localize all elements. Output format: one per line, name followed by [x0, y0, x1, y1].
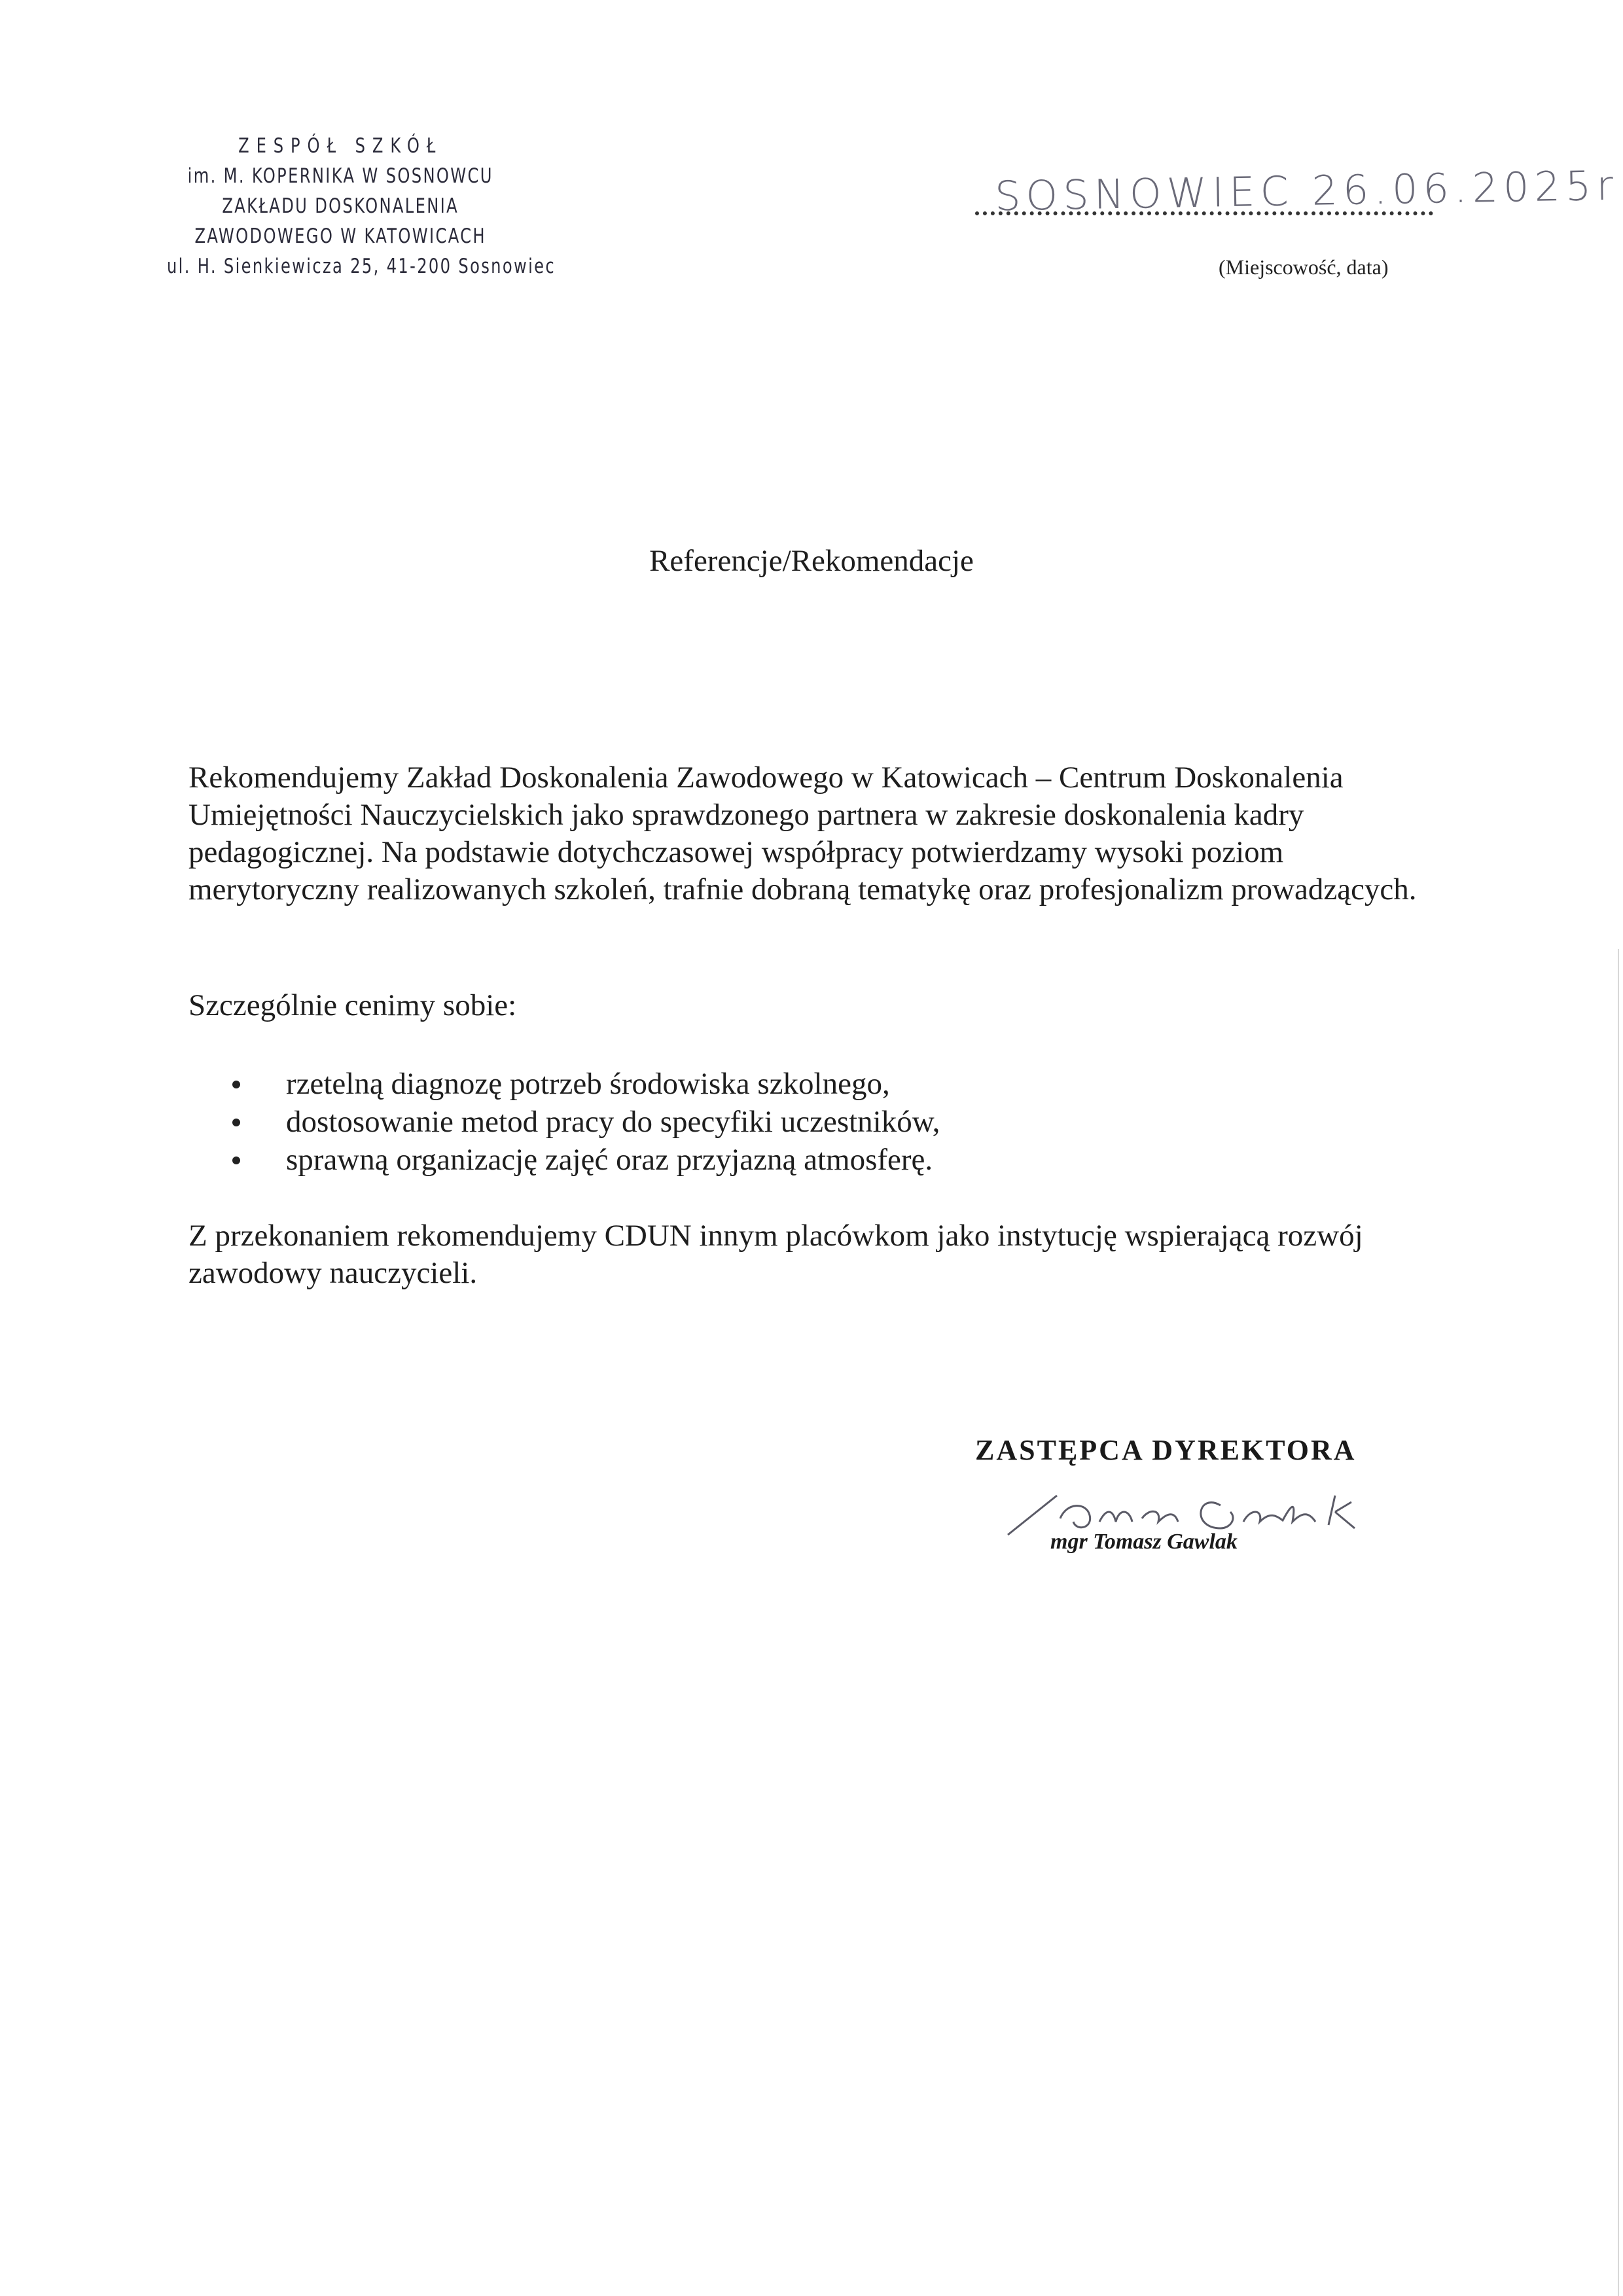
bullet-icon — [232, 1157, 240, 1164]
signatory-name: mgr Tomasz Gawlak — [1050, 1530, 1238, 1554]
list-item: sprawną organizację zajęć oraz przyjazną atmosferę. — [232, 1141, 940, 1179]
scan-edge-line — [1618, 949, 1619, 2296]
stamp-line: im. M. KOPERNIKA W SOSNOWCU — [187, 164, 493, 188]
bullet-list — [232, 1065, 940, 1179]
paragraph-conclusion: Z przekonaniem rekomendujemy CDUN innym placówkom jako instytucję wspierającą rozwój zawodowy nauczycieli. — [188, 1219, 1363, 1290]
stamp-line: ZESPÓŁ SZKÓŁ — [238, 134, 443, 158]
bullet-icon — [232, 1081, 240, 1088]
stamp-line: ZAWODOWEGO W KATOWICACH — [194, 224, 486, 248]
stamp-line: ZAKŁADU DOSKONALENIA — [222, 194, 459, 218]
school-stamp — [167, 131, 556, 281]
paragraph-intro-list: Szczególnie cenimy sobie: — [188, 988, 517, 1022]
bullet-icon — [232, 1119, 240, 1126]
place-date-caption: (Miejscowość, data) — [1219, 255, 1389, 279]
list-item: rzetelną diagnozę potrzeb środowiska szkolnego, — [232, 1065, 940, 1103]
handwritten-place-date: SOSNOWIEC 26.06.2025r — [994, 161, 1619, 221]
list-item: dostosowanie metod pracy do specyfiki uczestników, — [232, 1103, 940, 1141]
stamp-line: ul. H. Sienkiewicza 25, 41-200 Sosnowiec — [167, 255, 556, 278]
document-title: Referencje/Rekomendacje — [649, 544, 974, 578]
dotted-line — [975, 211, 1433, 215]
signature-position: ZASTĘPCA DYREKTORA — [975, 1434, 1357, 1466]
paragraph-recommendation: Rekomendujemy Zakład Doskonalenia Zawodowego w Katowicach – Centrum Doskonalenia Umiejętności Nauczycielskich jako sprawdzonego partnera w zakresie doskonalenia kadry pedagogicznej. Na podstawie dotychczasowej współpracy potwierdzamy wysoki poziom merytoryczny realizowanych szkoleń, trafnie dobraną tematykę oraz profesjonalizm prowadzących. — [188, 761, 1417, 906]
